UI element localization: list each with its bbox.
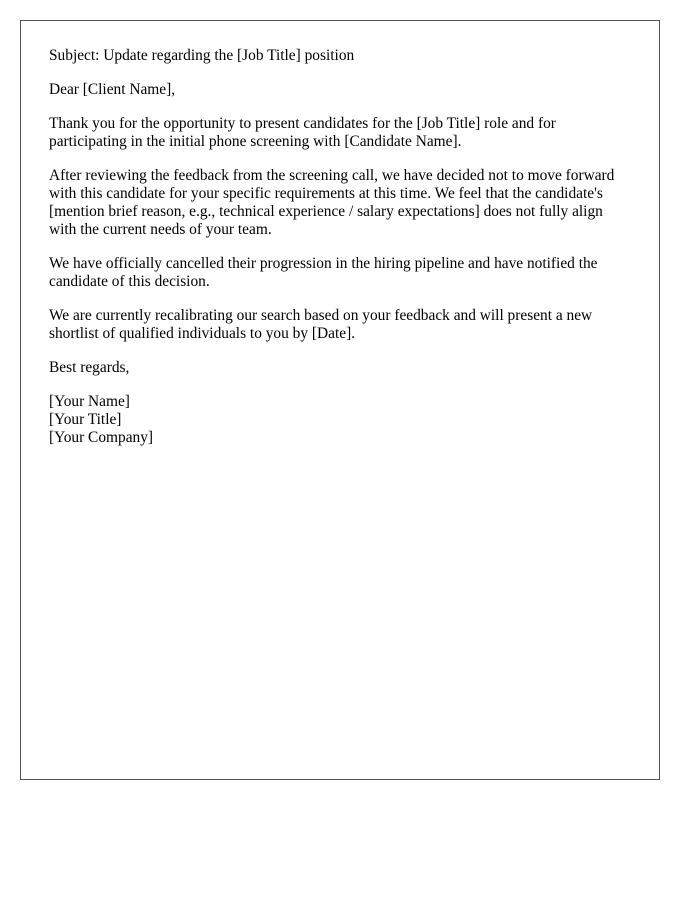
signature-block <box>49 393 634 447</box>
signature-name: [Your Name] <box>49 393 130 410</box>
letter-salutation: Dear [Client Name], <box>49 81 176 98</box>
letter-paragraph-status: We have officially cancelled their progression in the hiring pipeline and have notified the candidate of this decision. <box>49 255 598 290</box>
letter-closing: Best regards, <box>49 359 130 376</box>
letter-paragraph-next-steps: We are currently recalibrating our search based on your feedback and will present a new shortlist of qualified individuals to you by [Date]. <box>49 307 593 342</box>
signature-company: [Your Company] <box>49 429 154 446</box>
letter-body <box>49 47 634 447</box>
letter-paragraph-decision: After reviewing the feedback from the screening call, we have decided not to move forward with this candidate for your specific requirements at this time. We feel that the candidate's [mention brief reason, e.g., technical experience / salary expectations] does not fully align with the current needs of your team. <box>49 167 615 238</box>
letter-paragraph-intro: Thank you for the opportunity to present candidates for the [Job Title] role and for participating in the initial phone screening with [Candidate Name]. <box>49 115 556 150</box>
letter-subject: Subject: Update regarding the [Job Title] position <box>49 47 355 64</box>
letter-frame <box>20 20 660 780</box>
signature-title: [Your Title] <box>49 411 122 428</box>
